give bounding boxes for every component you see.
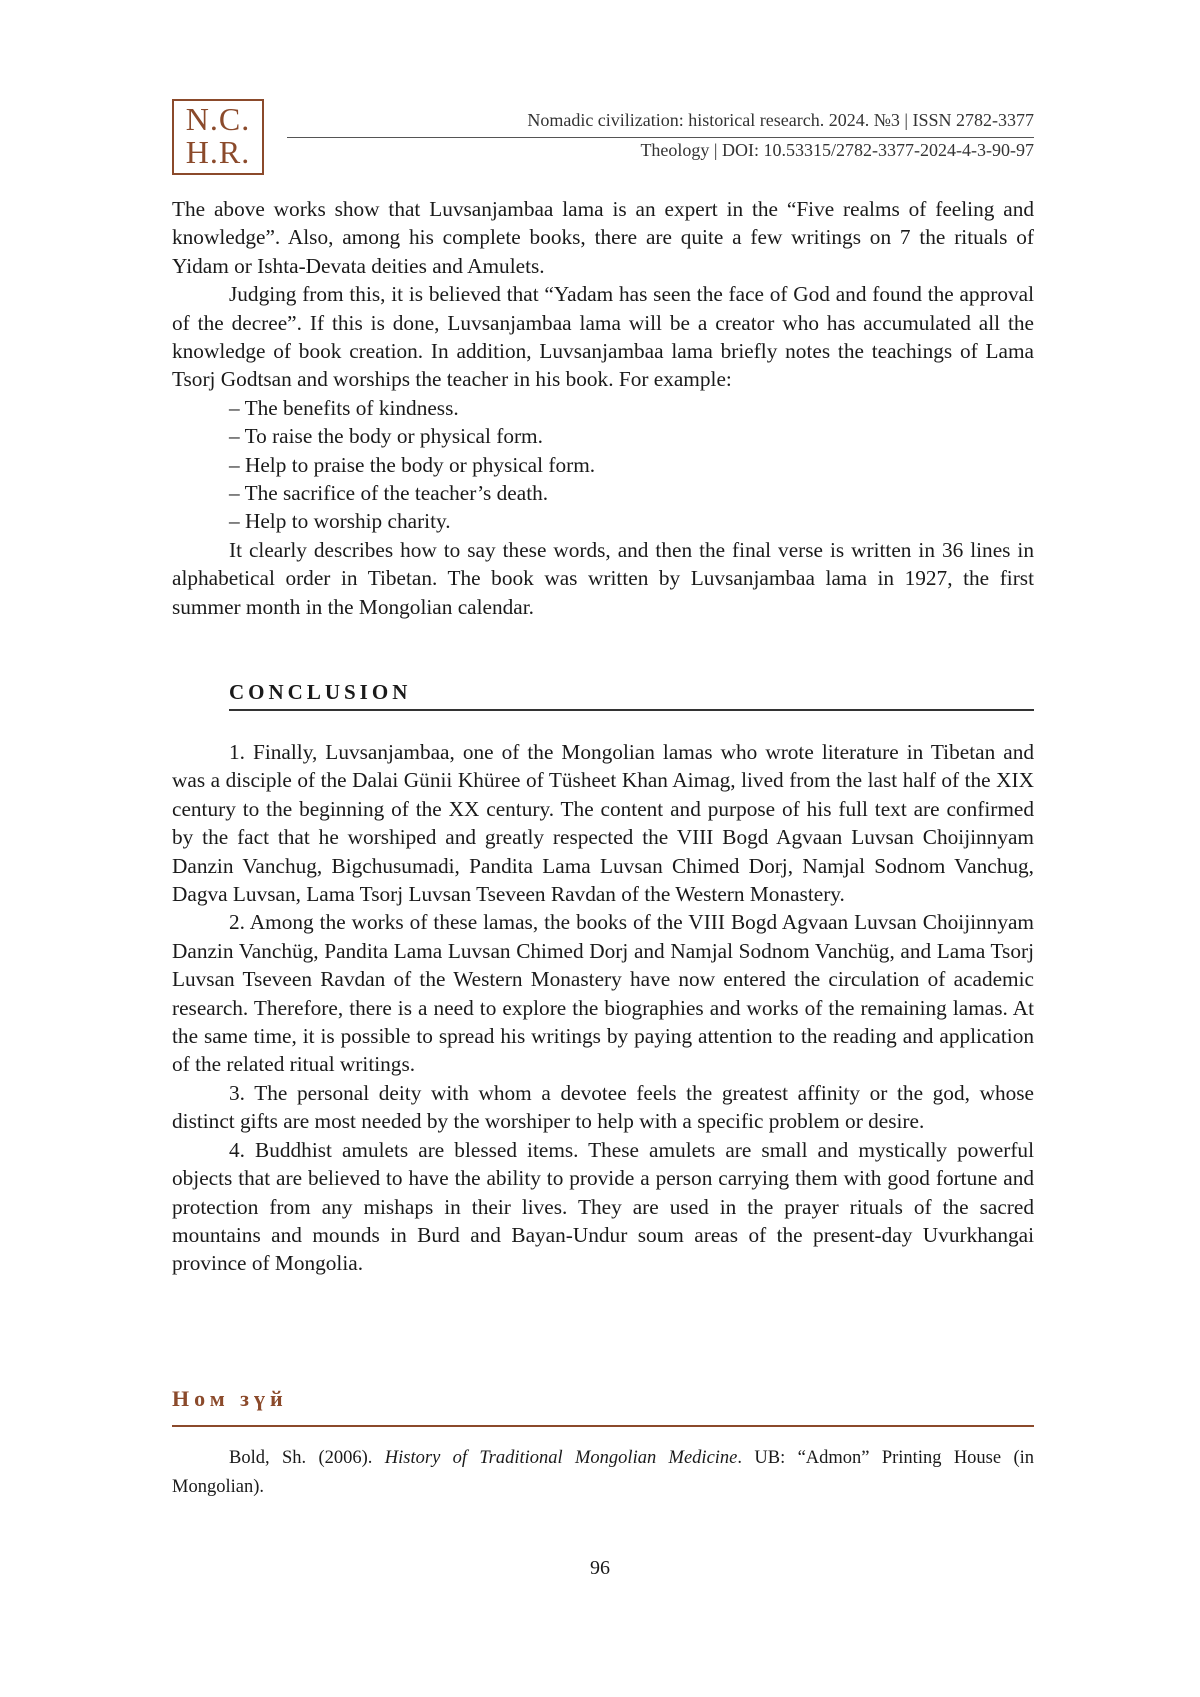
references-divider bbox=[172, 1425, 1034, 1427]
conclusion-heading: CONCLUSION bbox=[229, 680, 412, 704]
logo-line-2: H.R. bbox=[185, 134, 251, 170]
list-item: – Help to worship charity. bbox=[229, 509, 451, 534]
logo-line-1: N.C. bbox=[185, 101, 251, 137]
reference-author: Bold, Sh. (2006). bbox=[229, 1448, 385, 1468]
body-text bbox=[172, 195, 1034, 621]
journal-citation: Nomadic civilization: historical research. 2024. №3 | ISSN 2782-3377 bbox=[527, 110, 1034, 130]
conclusion-point-2: 2. Among the works of these lamas, the books of the VIII Bogd Agvaan Luvsan Choijinnyam Danzin Vanchüg, Pandita Lama Luvsan Chimed Dorj and Namjal Sodnom Vanchüg, and Lama Tsorj Luvsan Tseveen Ravdan of the Western Monastery have now entered the circulation of academic research. Therefore, there is a need to explore the biographies and works of the remaining lamas. At the same time, it is possible to spread his writings by paying attention to the reading and application of the related ritual writings. bbox=[172, 910, 1034, 1077]
reference-publisher: . UB: “Admon” Printing House (in Mongolian). bbox=[172, 1448, 1034, 1497]
reference-entry bbox=[172, 1444, 1034, 1502]
section-doi: Theology | DOI: 10.53315/2782-3377-2024-4-3-90-97 bbox=[640, 140, 1034, 160]
list-item: – The sacrifice of the teacher’s death. bbox=[229, 481, 549, 506]
paragraph-3: It clearly describes how to say these words, and then the final verse is written in 36 lines in alphabetical order in Tibetan. The book was written by Luvsanjambaa lama in 1927, the first summer month in the Mongolian calendar. bbox=[172, 537, 1034, 619]
list-item: – The benefits of kindness. bbox=[229, 395, 459, 420]
references-heading: Ном зүй bbox=[172, 1386, 288, 1411]
header-divider bbox=[287, 137, 1034, 138]
conclusion-divider bbox=[229, 709, 1034, 711]
conclusion-point-4: 4. Buddhist amulets are blessed items. These amulets are small and mystically powerful objects that are believed to have the ability to provide a person carrying them with good fortune and protection from any mishaps in their lives. They are used in the prayer rituals of the sacred mountains and mounds in Burd and Bayan-Undur soum areas of the present-day Uvurkhangai province of Mongolia. bbox=[172, 1137, 1034, 1276]
conclusion-point-1: 1. Finally, Luvsanjambaa, one of the Mongolian lamas who wrote literature in Tibetan and was a disciple of the Dalai Günii Khüree of Tüsheet Khan Aimag, lived from the last half of the XIX century to the beginning of the XX century. The content and purpose of his full text are confirmed by the fact that he worshiped and greatly respected the VIII Bogd Agvaan Luvsan Choijinnyam Danzin Vanchug, Bigchusumadi, Pandita Lama Luvsan Chimed Dorj, Namjal Sodnom Vanchug, Dagva Luvsan, Lama Tsorj Luvsan Tseveen Ravdan of the Western Monastery. bbox=[172, 740, 1034, 907]
list-item: – To raise the body or physical form. bbox=[229, 424, 543, 449]
list-item: – Help to praise the body or physical form. bbox=[229, 452, 596, 477]
conclusion-point-3: 3. The personal deity with whom a devotee feels the greatest affinity or the god, whose distinct gifts are most needed by the worshiper to help with a specific problem or desire. bbox=[172, 1080, 1034, 1134]
paragraph-2: Judging from this, it is believed that “Yadam has seen the face of God and found the approval of the decree”. If this is done, Luvsanjambaa lama will be a creator who has accumulated all the knowledge of book creation. In addition, Luvsanjambaa lama briefly notes the teachings of Lama Tsorj Godtsan and worships the teacher in his book. For example: bbox=[172, 282, 1034, 392]
paragraph-1: The above works show that Luvsanjambaa lama is an expert in the “Five realms of feeling and knowledge”. Also, among his complete books, there are quite a few writings on 7 the rituals of Yidam or Ishta-Devata deities and Amulets. bbox=[172, 197, 1034, 278]
page-number: 96 bbox=[590, 1557, 610, 1579]
reference-title: History of Traditional Mongolian Medicine bbox=[384, 1448, 738, 1468]
journal-logo bbox=[172, 99, 264, 175]
conclusion-text bbox=[172, 738, 1034, 1278]
